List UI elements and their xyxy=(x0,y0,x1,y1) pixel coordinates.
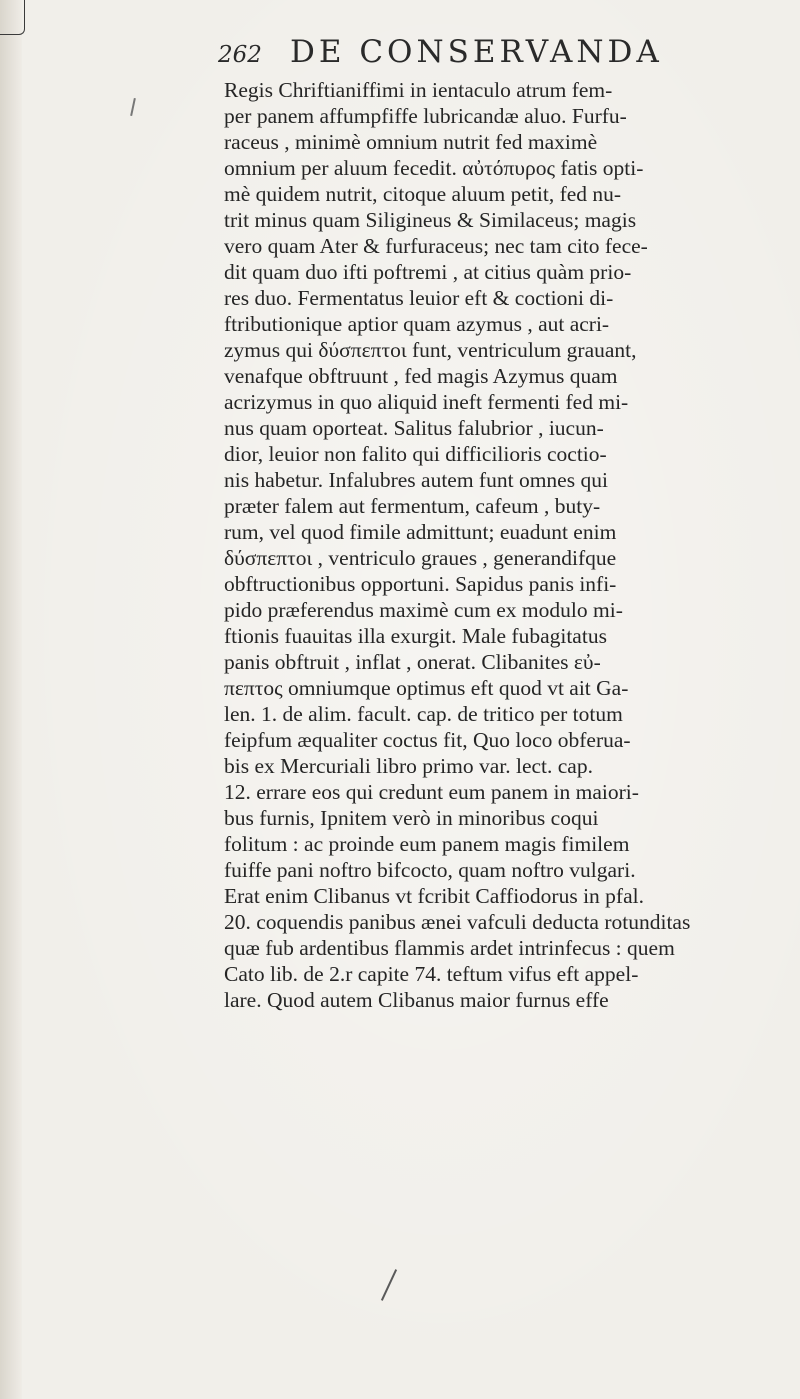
text-line: Erat enim Clibanus vt fcribit Caffiodorus in pfal. xyxy=(224,884,644,908)
text-line: acrizymus in quo aliquid ineft fermenti fed mi- xyxy=(224,390,629,414)
text-line: præter falem aut fermentum, cafeum , buty- xyxy=(224,494,601,518)
text-line: zymus qui δύσπεπτοι funt, ventriculum grauant, xyxy=(224,338,637,362)
text-line: dior, leuior non falito qui difficilioris coctio- xyxy=(224,442,607,466)
text-line: ftributionique aptior quam azymus , aut acri- xyxy=(224,312,610,336)
corner-mark xyxy=(0,0,25,35)
page-header xyxy=(218,34,738,74)
margin-mark xyxy=(130,98,136,116)
page-number: 262 xyxy=(218,42,262,68)
text-line: len. 1. de alim. facult. cap. de tritico per totum xyxy=(224,702,623,726)
text-line: per panem affumpfiffe lubricandæ aluo. Furfu- xyxy=(224,104,627,128)
text-line: res duo. Fermentatus leuior eft & coctioni di- xyxy=(224,286,614,310)
page-binding-edge xyxy=(0,0,22,1399)
text-line: bis ex Mercuriali libro primo var. lect. cap. xyxy=(224,754,593,778)
text-line: trit minus quam Siligineus & Similaceus; magis xyxy=(224,208,637,232)
text-line: dit quam duo ifti poftremi , at citius quàm prio- xyxy=(224,260,632,284)
text-line: δύσπεπτοι , ventriculo graues , generandifque xyxy=(224,546,617,570)
text-line: obftructionibus opportuni. Sapidus panis infi- xyxy=(224,572,617,596)
text-line: rum, vel quod fimile admittunt; euadunt enim xyxy=(224,520,617,544)
text-line: Cato lib. de 2.r capite 74. teftum vifus eft appel- xyxy=(224,962,639,986)
text-line: πεπτος omniumque optimus eft quod vt ait Ga- xyxy=(224,676,629,700)
text-line: venafque obftruunt , fed magis Azymus quam xyxy=(224,364,618,388)
text-line: omnium per aluum fecedit. αὐτόπυρος fatis opti- xyxy=(224,156,644,180)
text-line: 20. coquendis panibus ænei vafculi deducta rotunditas xyxy=(224,910,691,934)
text-line: ftionis fuauitas illa exurgit. Male fubagitatus xyxy=(224,624,607,648)
text-line: vero quam Ater & furfuraceus; nec tam cito fece- xyxy=(224,234,648,258)
text-line: pido præferendus maximè cum ex modulo mi- xyxy=(224,598,623,622)
text-line: quæ fub ardentibus flammis ardet intrinfecus : quem xyxy=(224,936,675,960)
running-title: DE CONSERVANDA xyxy=(290,34,663,70)
text-line: fuiffe pani noftro bifcocto, quam noftro vulgari. xyxy=(224,858,636,882)
text-line: panis obftruit , inflat , onerat. Clibanites εὐ- xyxy=(224,650,601,674)
text-line: 12. errare eos qui credunt eum panem in maiori- xyxy=(224,780,639,804)
body-text xyxy=(224,77,769,1013)
text-line: raceus , minimè omnium nutrit fed maximè xyxy=(224,130,598,154)
text-line: nus quam oporteat. Salitus falubrior , iucun- xyxy=(224,416,604,440)
text-line: Regis Chriftianiffimi in ientaculo atrum fem- xyxy=(224,78,613,102)
stray-ink-mark xyxy=(381,1269,397,1301)
text-line: mè quidem nutrit, citoque aluum petit, fed nu- xyxy=(224,182,622,206)
text-line: bus furnis, Ipnitem verò in minoribus coqui xyxy=(224,806,599,830)
text-line: feipfum æqualiter coctus fit, Quo loco obferua- xyxy=(224,728,631,752)
text-line: nis habetur. Infalubres autem funt omnes qui xyxy=(224,468,608,492)
text-line: folitum : ac proinde eum panem magis fimilem xyxy=(224,832,630,856)
text-line: lare. Quod autem Clibanus maior furnus effe xyxy=(224,988,609,1012)
